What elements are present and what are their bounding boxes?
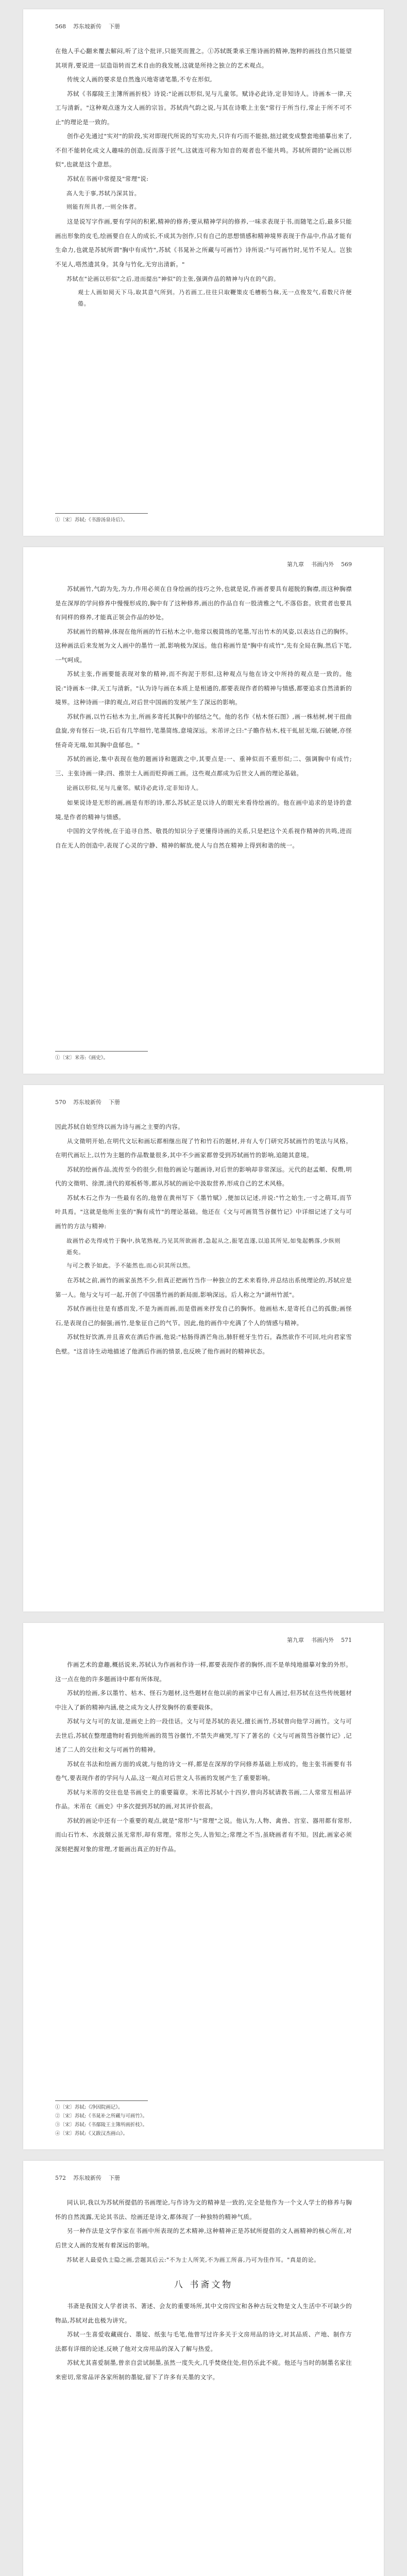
paragraph: 因此苏轼自始至终以画为诗与画之主要的内容。 — [55, 1123, 184, 1130]
chapter-label: 第九章 — [287, 1637, 304, 1643]
paragraph: 另一种作法是文学作家在书画中所表现的艺术精神,这种精神正是苏轼所提倡的文人画精神的核心所在,对后世文人画的发展有着深远的影响。 — [55, 2227, 352, 2249]
page-number: 568 — [55, 23, 66, 30]
paragraph: 苏轼尤其喜爱制墨,曾亲自尝试制墨,虽然一度失火,几乎焚烧住处,但仍乐此不疲。他还与当时的制墨名家往来密切,常常品评各家所制的墨锭,留下了许多有关墨的文字。 — [55, 2359, 352, 2381]
section-body — [55, 2299, 352, 2384]
paragraph: 苏轼木石之作为一些最有名的,他曾在黄州写下《墨竹赋》,便加以记述,并说:"竹之始生,一寸之萌耳,而节叶具焉。"这就是他所主张的"胸有成竹"的理论基础。他还在《文与可画筼筜谷偃竹记》中详细记述了文与可画竹的方法与精神: — [55, 1194, 352, 1230]
book-title: 苏东坡新传 — [73, 2175, 101, 2181]
page-header — [55, 2174, 352, 2182]
paragraph: 在苏轼之前,画竹的画家虽然不少,但真正把画竹当作一种独立的艺术来看待,并总结出系统理论的,苏轼应是第一人。他与文与可一起,开创了中国墨竹画的新局面,影响深远。后人称之为"湖州竹派"。 — [55, 1277, 352, 1298]
paragraph: 苏轼在书法和绘画方面的成就,与他的诗文一样,都是在深厚的学问修养基础上形成的。他主张书画要有书卷气,要表现作者的学问与人品,这一观点对后世文人书画的发展产生了重要影响。 — [55, 1760, 352, 1782]
page-header — [55, 1098, 352, 1107]
paragraph: 书斋是我国文人学者读书、著述、会友的重要场所,其中文房四宝和各种古玩文物是文人生活中不可缺少的物品,苏轼对此也极为讲究。 — [55, 2302, 352, 2324]
book-title: 苏东坡新传 — [73, 23, 101, 30]
chapter-title: 书画内外 — [311, 1637, 334, 1643]
paragraph: 苏轼的画论,集中表现在他的题画诗和题跋之中,其要点是:一、重神似而不重形似;二、强调胸中有成竹;三、主张诗画一律;四、推崇士人画而贬抑画工画。这些观点都成为后世文人画的理论基础。 — [55, 755, 352, 777]
paragraph: 苏轼画竹,气韵为先,为力,作用必须在自身绘画的技巧之外,也就是说,作画者要具有超脱的胸襟,而这种胸襟是在深厚的学问修养中慢慢形成的,胸中有了这种修养,画出的作品自有一股清雅之气,不落俗套。欣赏者也要具有同样的修养,才能真正领会作品的妙处。 — [55, 585, 352, 621]
paragraph: 传统文人画的要求是自然逸兴地寄诸笔墨,不专在形似, — [67, 76, 212, 83]
block-quote: 与可之教予如此。予不能然也,而心识其所以然。 — [66, 1262, 194, 1269]
paragraph: 苏轼的画论中还有一个重要的观点,就是"常形"与"常理"之说。他认为,人物、禽兽、宫室、器用都有常形,而山石竹木、水波烟云虽无常形,却有常理。常形之失,人皆知之;常理之不当,虽晓画者有不知。因此,画家必须深刻把握对象的常理,才能画出真正的好作品。 — [55, 1817, 352, 1853]
paragraph: 在他人手心翻来覆去解闷,听了这个批评,只能笑而置之。①苏轼既秉承王维诗画的精神,饱粹的画技自然只能望其项背,要说进一层造诣转而艺术自由的我发展,这就是所持之独立的艺术观点。 — [55, 47, 352, 69]
paragraph: 苏轼在书画中常提及"常理"说: — [67, 175, 149, 182]
footnote: ①〔宋〕米芾:《画史》。 — [55, 1055, 108, 1061]
block-quote: 观士人画如阅天下马,取其意气所到。乃若画工,往往只取鞭策皮毛槽枥刍秣,无一点俊发气,看数尺许便倦。 — [78, 289, 352, 307]
book-title: 苏东坡新传 — [73, 1099, 101, 1106]
footnotes — [55, 1051, 148, 1062]
block-quote: 苏轼在"论画以形似"之后,进而提出"神似"的主张,强调作品的精神与内在的气韵。 — [66, 276, 280, 282]
page-number: 572 — [55, 2175, 66, 2181]
chapter-title: 书画内外 — [311, 561, 334, 568]
paragraph: 苏轼主张,作画要能表现对象的精神,而不拘泥于形似,这种观点与他在诗文中所持的观点是一致的。他说:"诗画本一律,天工与清新。"认为诗与画在本质上是相通的,都要表现作者的精神与情感,都要追求自然清新的境界。这种诗画一律的观点,对后世中国画的发展产生了深远的影响。 — [55, 670, 352, 706]
paragraph: 苏轼的绘画作品,流传至今的很少,但他的画论与题画诗,对后世的影响却非常深远。元代的赵孟頫、倪瓒,明代的文徵明、徐渭,清代的郑板桥等,都从苏轼的画论中汲取营养,形成自己的艺术风格。 — [55, 1165, 352, 1187]
footnote: ②〔宋〕苏轼:《书晁补之所藏与可画竹》。 — [55, 2113, 147, 2119]
block-quote: 故画竹必先得成竹于胸中,执笔熟视,乃见其所欲画者,急起从之,振笔直遂,以追其所见,如兔起鹘落,少纵则逝矣。 — [66, 1238, 341, 1256]
page-header — [55, 561, 352, 569]
paragraph: 同认识,我以为苏轼所提倡的书画理论,与作诗为文的精神是一致的,完全是他作为一个文人学士的修养与胸怀的自然流露,无论其书法、绘画还是诗文,都体现了一种独特的精神气质。 — [55, 2199, 352, 2221]
chapter-label: 第九章 — [287, 561, 304, 568]
paragraph: 苏轼性好饮酒,并且喜欢在酒后作画,他说:"枯肠得酒芒角出,肺肝槎牙生竹石。森然欲作不可回,吐向君家雪色壁。"这首诗生动地描述了他酒后作画的情景,也反映了他作画时的精神状态。 — [55, 1333, 352, 1355]
book-volume: 下册 — [109, 23, 120, 30]
page-body — [55, 1120, 352, 1359]
paragraph: 苏轼作画往往是有感而发,不是为画而画,而是借画来抒发自己的胸怀。他画枯木,是寄托自己的孤傲;画怪石,是表现自己的倔强;画竹,是象征自己的气节。因此,他的画作中充满了个人的情感与精神。 — [55, 1305, 352, 1327]
paragraph: 中国的文学传统,在于追寻自然、敬畏的知识分子更懂得诗画的关系,只是把这个关系视作精神的共鸣,进而自在无人的创造中,表现了心灵的宁静、精神的解放,使人与自然在精神上得到和谐的统一。 — [55, 827, 352, 849]
footnote: ①〔宋〕苏轼:《书游汤泉诗后》。 — [55, 517, 128, 523]
paragraph: 创作必先通过"实对"的阶段,实对即现代所说的写实功夫,只许有巧而不能拙,拙过就变成整套地描摹出来了,不但不能转化成文人趣味的创造,反而落于匠气,这就连可称为知音的观者也不能共鸣。苏轼所谓的"论画以形似",也就是这个意思。 — [55, 132, 352, 168]
page-570 — [23, 1085, 384, 1612]
paragraph: 苏轼一生喜爱收藏砚台、墨锭、纸张与毛笔,他曾写过许多关于文房用品的诗文,对其品质、产地、制作方法都有详细的论述,反映了他对文房用品的深入了解与热爱。 — [55, 2331, 352, 2352]
paragraph: 如果说诗是无形的画,画是有形的诗,那么苏轼正是以诗人的眼光来看待绘画的。他在画中追求的是诗的意境,是作者的精神与情感。 — [55, 799, 352, 821]
paragraph: 从文徵明开始,在明代文坛和画坛都相继出现了竹和竹石的题材,并有人专门研究苏轼画竹的笔法与风格。在明代画坛上,以竹为主题的作品数量很多,其中不少画家都曾受到苏轼画竹的影响,追随其意境。 — [55, 1137, 352, 1159]
paragraph: 苏轼《书鄢陵王主簿所画折枝》诗说:"论画以形似,见与儿童邻。赋诗必此诗,定非知诗人。诗画本一律,天工与清新。"这种观点遂为文人画的宗旨。苏轼尚气韵之说,与其在诗歌上主张"常行于所当行,常止于所不可不止"的理论是一致的。 — [55, 90, 352, 126]
page-568 — [23, 9, 384, 536]
page-body — [55, 582, 352, 853]
book-volume: 下册 — [109, 2175, 120, 2181]
page-body — [55, 2196, 352, 2266]
paragraph: 这是说写字作画,要有学问的积累,精神的修养;要从精神学问的修养,一味求表现于书,而随笔之后,最多只能画出形象的皮毛,绘画要自在人的成长,不成其为创作,只有自己的思想情感和精神境界表现于作品中,作品才能有生命力,也就是苏轼所谓"胸中有成竹",苏轼《书晁补之所藏与可画竹》诗所说:"与可画竹时,见竹不见人。岂独不见人,嗒然遗其身。其身与竹化,无穷出清新。" — [55, 218, 352, 268]
block-quote: 论画以形似,见与儿童邻。赋诗必此诗,定非知诗人。 — [66, 785, 202, 791]
footnotes — [55, 2100, 148, 2138]
page-569 — [23, 547, 384, 1074]
footnote: ④〔宋〕苏轼:《又跋汉杰画山》。 — [55, 2131, 128, 2137]
block-quote: 苏轼老人最爱仇士隐之画,尝题其后云:"不为士人所笑,不为画工所喜,乃可为佳作耳。"真是的论。 — [66, 2257, 320, 2263]
block-quote: 高人先于事,苏轼乃深其旨。 — [66, 190, 141, 197]
footnotes — [55, 513, 148, 524]
page-number: 571 — [341, 1637, 352, 1643]
paragraph: 苏轼的绘画,多以墨竹、枯木、怪石为题材,这些题材在他以前的画家中已有人画过,但苏轼在这些传统题材中注入了新的精神内涵,使之成为文人抒发胸怀的重要载体。 — [55, 1689, 352, 1711]
paragraph: 苏轼与文与可的友谊,是画史上的一段佳话。文与可是苏轼的表兄,擅长画竹,苏轼曾向他学习画竹。文与可去世后,苏轼在整理遗物时看到他所画的筼筜谷偃竹,不禁失声痛哭,写下了著名的《文与可画筼筜谷偃竹记》,记述了二人的交往和文与可画竹的精神。 — [55, 1718, 352, 1753]
page-body — [55, 44, 352, 310]
footnote: ③〔宋〕苏轼:《书鄢陵王主簿所画折枝》。 — [55, 2122, 147, 2128]
section-title: 八 书斋文物 — [174, 2280, 233, 2290]
page-number: 569 — [341, 561, 352, 568]
paragraph: 苏轼作画,以竹石枯木为主,所画多寄托其胸中的郁结之气。他的名作《枯木怪石图》,画一株枯树,树干扭曲盘旋,旁有怪石一块,石后有几竿细竹,笔墨简练,意境深远。米芾评之曰:"子瞻作枯木,枝干虬屈无端,石皴硬,亦怪怪奇奇无端,如其胸中盘郁也。" — [55, 713, 352, 749]
footnote: ①〔宋〕苏轼:《净因院画记》。 — [55, 2105, 123, 2110]
page-572 — [23, 2161, 384, 2576]
paragraph: 苏轼与米芾的交往也是书画史上的重要篇章。米芾比苏轼小十四岁,曾向苏轼请教书画,二人常常互相品评作品。米芾在《画史》中多次提到苏轼的画,对其评价很高。 — [55, 1788, 352, 1810]
page-571 — [23, 1623, 384, 2149]
block-quote: 则能有所具者,一则全体者。 — [66, 204, 141, 210]
page-body — [55, 1658, 352, 1856]
page-number: 570 — [55, 1099, 66, 1106]
book-volume: 下册 — [109, 1099, 120, 1106]
paragraph: 苏轼画竹的精神,体现在他所画的竹石枯木之中,他常以极简练的笔墨,写出竹木的风姿,以表达自己的胸怀。这种画法后来发展为文人画中的墨竹一派,影响极为深远。他自称画竹是"胸中有成竹",先有全局在胸,然后下笔,一气呵成。 — [55, 628, 352, 664]
page-header — [55, 1636, 352, 1645]
page-header — [55, 23, 352, 31]
paragraph: 作画艺术的意趣,概括说来,苏轼认为作画和作诗一样,都要表现作者的胸怀,而不是单纯地描摹对象的外形。这一点在他的许多题画诗中都有所体现。 — [55, 1661, 352, 1683]
